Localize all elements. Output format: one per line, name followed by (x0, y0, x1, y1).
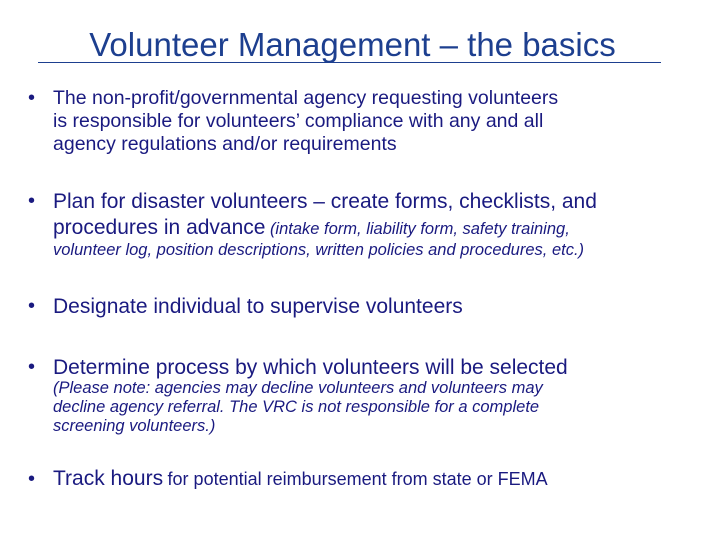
bullet-marker: • (28, 295, 36, 317)
bullet-4-main: Determine process by which volunteers will be selected (53, 356, 568, 379)
bullet-4-note-line-2: decline agency referral. The VRC is not responsible for a complete (53, 398, 540, 416)
bullet-2-line-1: Plan for disaster volunteers – create forms, checklists, and (53, 190, 597, 213)
bullet-1-line-2: is responsible for volunteers’ compliance with any and all (53, 110, 544, 132)
bullet-4-note-line-3: screening volunteers.) (53, 417, 216, 435)
bullet-1-line-1: The non-profit/governmental agency requesting volunteers (53, 87, 559, 109)
bullet-3-text: Designate individual to supervise volunteers (53, 295, 463, 318)
bullet-2-line-2 (53, 216, 570, 241)
bullet-4-note-line-1: (Please note: agencies may decline volunteers and volunteers may (53, 379, 543, 397)
bullet-2-note-line-1: (intake form, liability form, safety training, (269, 220, 570, 238)
slide-title: Volunteer Management – the basics (89, 26, 616, 63)
bullet-marker: • (28, 87, 36, 109)
bullet-2-main-text: procedures in advance (53, 216, 266, 239)
bullet-5-text (53, 467, 548, 492)
title-underline (38, 62, 661, 63)
bullet-marker: • (28, 356, 36, 378)
bullet-marker: • (28, 190, 36, 212)
bullet-2-note-line-2: volunteer log, position descriptions, written policies and procedures, etc.) (53, 241, 585, 259)
bullet-marker: • (28, 468, 36, 490)
bullet-1-line-3: agency regulations and/or requirements (53, 133, 397, 155)
bullet-5-rest: for potential reimbursement from state or FEMA (167, 469, 548, 489)
bullet-5-lead: Track hours (53, 467, 164, 490)
